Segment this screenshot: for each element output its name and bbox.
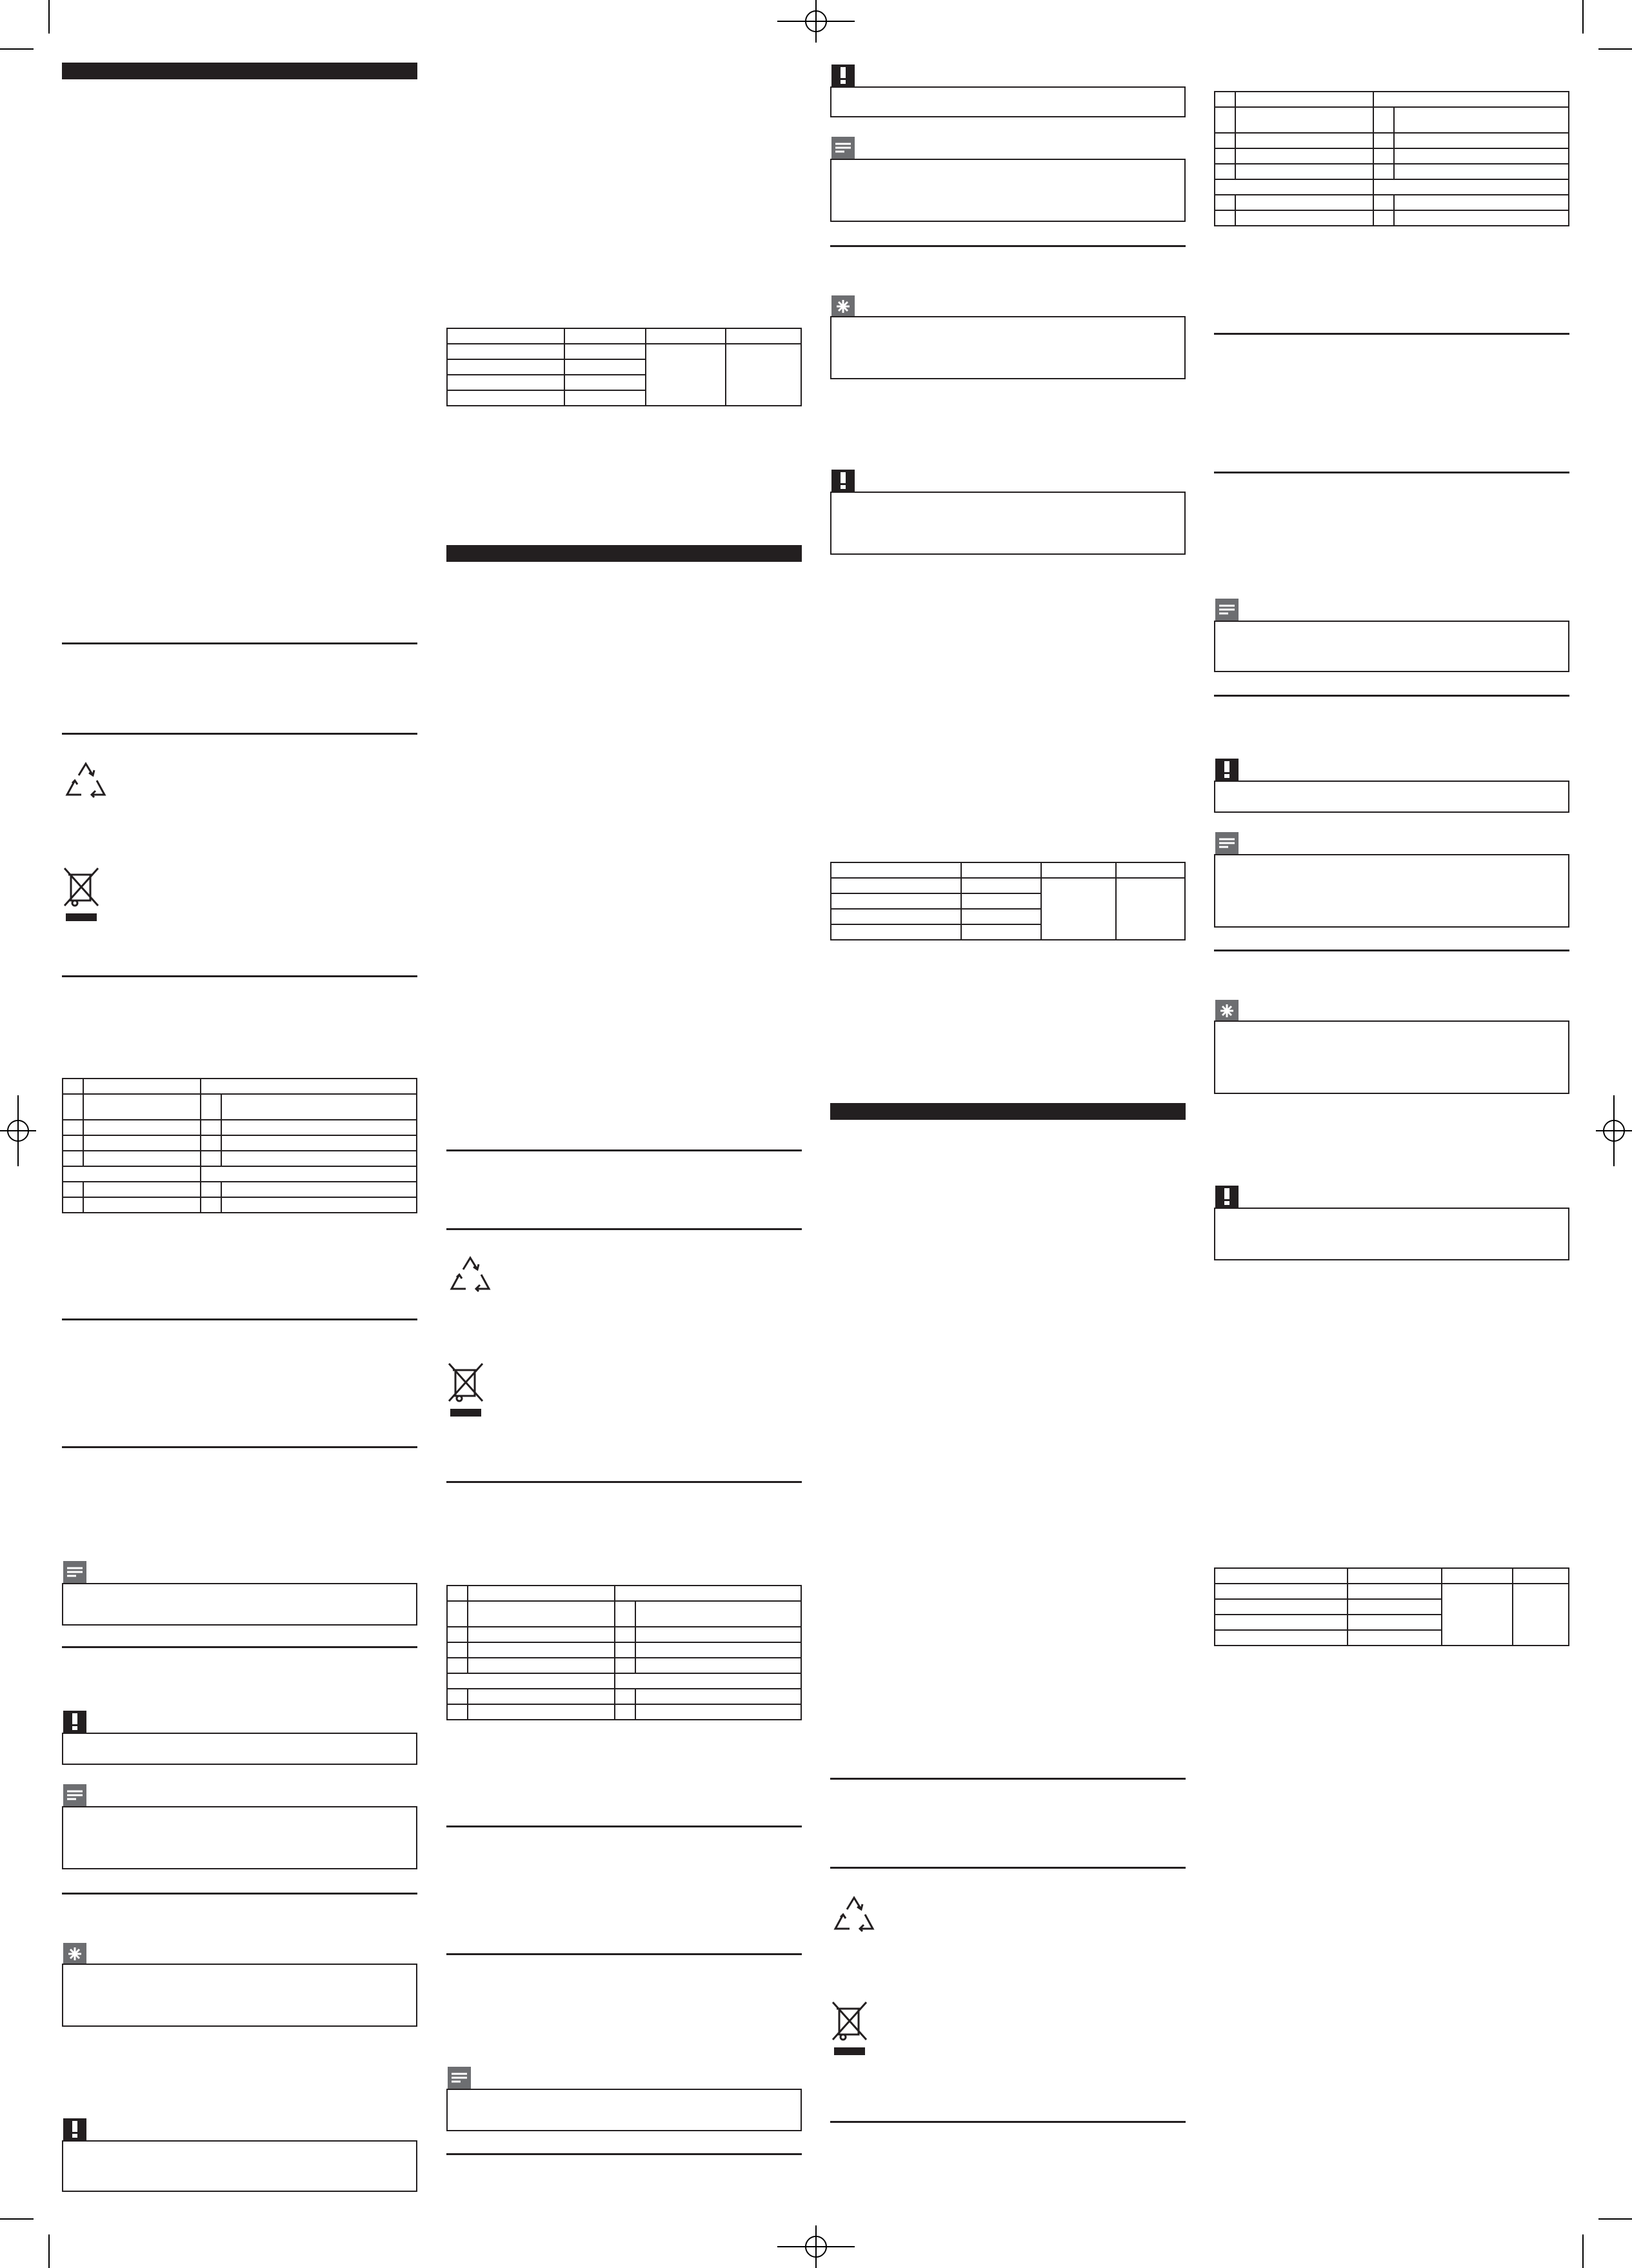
weee-bin-icon <box>830 2000 869 2059</box>
section-rule <box>62 975 417 977</box>
note-box <box>1214 854 1569 928</box>
section-rule <box>446 1149 802 1151</box>
warning-box <box>62 2140 417 2192</box>
warning-box <box>830 492 1186 555</box>
section-rule <box>62 1446 417 1448</box>
section-rule <box>1214 333 1569 335</box>
warning-icon <box>1215 759 1239 781</box>
section-rule <box>830 1867 1186 1869</box>
warning-box <box>830 86 1186 117</box>
note-icon <box>63 1561 86 1583</box>
note-icon <box>63 1784 86 1806</box>
section-rule <box>62 642 417 644</box>
registration-mark-top <box>777 0 855 43</box>
tip-box <box>1214 1020 1569 1094</box>
spec-table-large <box>446 1585 802 1720</box>
section-rule <box>830 1778 1186 1780</box>
spec-table-small <box>446 328 802 406</box>
section-rule <box>1214 472 1569 473</box>
section-heading-bar <box>62 63 417 79</box>
note-icon <box>448 2067 471 2089</box>
section-rule <box>830 2121 1186 2123</box>
note-box <box>62 1806 417 1869</box>
weee-bin-icon <box>62 866 101 925</box>
note-box <box>62 1583 417 1626</box>
note-box <box>830 159 1186 222</box>
recycle-icon <box>831 1895 877 1936</box>
recycle-icon <box>63 761 108 802</box>
spec-table-small <box>1214 1567 1569 1646</box>
tip-icon <box>63 1943 86 1965</box>
section-rule <box>446 1953 802 1955</box>
warning-box <box>1214 781 1569 813</box>
section-rule <box>62 1646 417 1648</box>
section-rule <box>446 1825 802 1827</box>
registration-mark-right <box>1596 1095 1632 1166</box>
spec-table-large <box>62 1078 417 1213</box>
section-rule <box>62 733 417 735</box>
warning-icon <box>831 470 855 492</box>
section-rule <box>446 1481 802 1483</box>
registration-mark-left <box>0 1095 36 1166</box>
warning-box <box>1214 1208 1569 1260</box>
tip-icon <box>831 295 855 317</box>
recycle-icon <box>448 1255 493 1297</box>
section-rule <box>1214 950 1569 951</box>
warning-icon <box>1215 1186 1239 1208</box>
section-rule <box>446 1228 802 1230</box>
section-rule <box>830 245 1186 247</box>
section-heading-bar <box>830 1103 1186 1120</box>
warning-box <box>62 1733 417 1765</box>
note-icon <box>1215 832 1239 854</box>
section-rule <box>446 2153 802 2155</box>
tip-icon <box>1215 1000 1239 1022</box>
section-heading-bar <box>446 545 802 562</box>
note-icon <box>831 137 855 159</box>
spec-table-small <box>830 862 1186 940</box>
warning-icon <box>63 1711 86 1733</box>
note-icon <box>1215 599 1239 621</box>
warning-icon <box>63 2118 86 2140</box>
warning-icon <box>831 65 855 86</box>
tip-box <box>830 316 1186 379</box>
note-box <box>1214 621 1569 672</box>
registration-mark-bottom <box>777 2225 855 2268</box>
section-rule <box>62 1318 417 1320</box>
section-rule <box>1214 695 1569 697</box>
note-box <box>446 2089 802 2131</box>
weee-bin-icon <box>446 1361 485 1420</box>
section-rule <box>62 1893 417 1895</box>
tip-box <box>62 1964 417 2027</box>
spec-table-large <box>1214 91 1569 226</box>
